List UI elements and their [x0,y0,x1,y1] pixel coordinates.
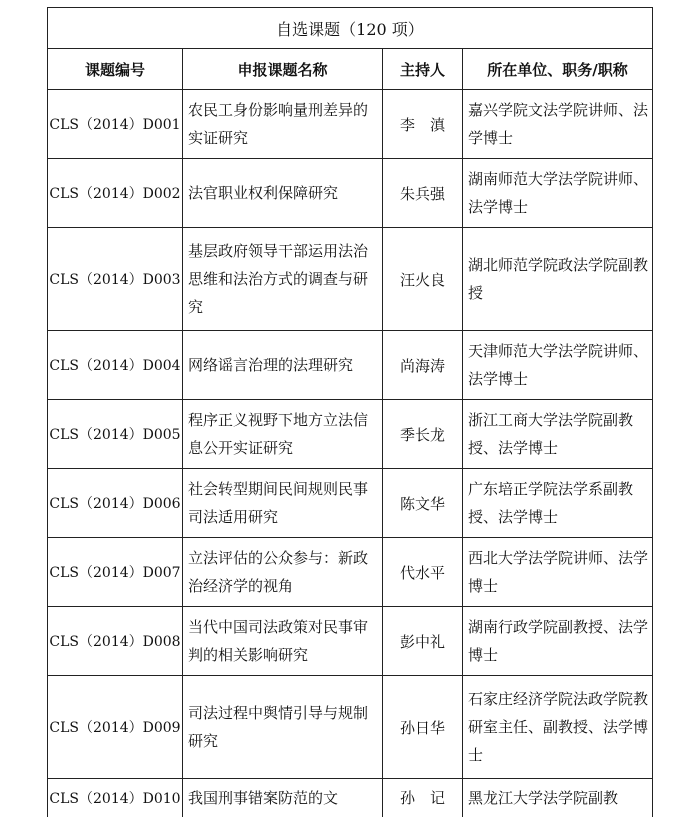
project-host: 孙日华 [383,676,463,779]
project-code: CLS（2014）D004 [48,331,183,400]
project-unit: 石家庄经济学院法政学院教研室主任、副教授、法学博士 [463,676,653,779]
project-host: 孙 记 [383,779,463,817]
table-row [48,400,653,469]
project-unit: 嘉兴学院文法学院讲师、法学博士 [463,90,653,159]
project-table [47,7,653,817]
header-unit: 所在单位、职务/职称 [463,49,653,90]
table-row [48,159,653,228]
table-title: 自选课题（120 项） [48,8,653,49]
project-code: CLS（2014）D002 [48,159,183,228]
project-host: 季长龙 [383,400,463,469]
project-name: 当代中国司法政策对民事审判的相关影响研究 [183,607,383,676]
project-code: CLS（2014）D001 [48,90,183,159]
project-code: CLS（2014）D009 [48,676,183,779]
project-unit: 湖南行政学院副教授、法学博士 [463,607,653,676]
table-row [48,90,653,159]
project-code: CLS（2014）D008 [48,607,183,676]
project-unit: 浙江工商大学法学院副教授、法学博士 [463,400,653,469]
project-name: 司法过程中舆情引导与规制研究 [183,676,383,779]
project-unit: 西北大学法学院讲师、法学博士 [463,538,653,607]
project-host: 朱兵强 [383,159,463,228]
project-code: CLS（2014）D005 [48,400,183,469]
project-name: 网络谣言治理的法理研究 [183,331,383,400]
project-host: 代水平 [383,538,463,607]
project-name: 农民工身份影响量刑差异的实证研究 [183,90,383,159]
project-unit: 广东培正学院法学系副教授、法学博士 [463,469,653,538]
table-row [48,607,653,676]
header-name: 申报课题名称 [183,49,383,90]
project-name: 基层政府领导干部运用法治思维和法治方式的调查与研究 [183,228,383,331]
table-row [48,469,653,538]
project-host: 尚海涛 [383,331,463,400]
project-code: CLS（2014）D010 [48,779,183,817]
project-host: 彭中礼 [383,607,463,676]
header-host: 主持人 [383,49,463,90]
project-code: CLS（2014）D006 [48,469,183,538]
project-host: 陈文华 [383,469,463,538]
project-name: 法官职业权利保障研究 [183,159,383,228]
project-name: 社会转型期间民间规则民事司法适用研究 [183,469,383,538]
table-row [48,538,653,607]
project-unit: 湖北师范学院政法学院副教授 [463,228,653,331]
project-host: 汪火良 [383,228,463,331]
project-name: 我国刑事错案防范的文 [183,779,383,817]
project-unit: 湖南师范大学法学院讲师、法学博士 [463,159,653,228]
table-row [48,676,653,779]
project-code: CLS（2014）D007 [48,538,183,607]
table-row [48,228,653,331]
project-host: 李 滇 [383,90,463,159]
table-row [48,779,653,817]
project-code: CLS（2014）D003 [48,228,183,331]
header-code: 课题编号 [48,49,183,90]
table-row [48,331,653,400]
project-unit: 黑龙江大学法学院副教 [463,779,653,817]
project-unit: 天津师范大学法学院讲师、法学博士 [463,331,653,400]
project-name: 立法评估的公众参与：新政治经济学的视角 [183,538,383,607]
project-name: 程序正义视野下地方立法信息公开实证研究 [183,400,383,469]
